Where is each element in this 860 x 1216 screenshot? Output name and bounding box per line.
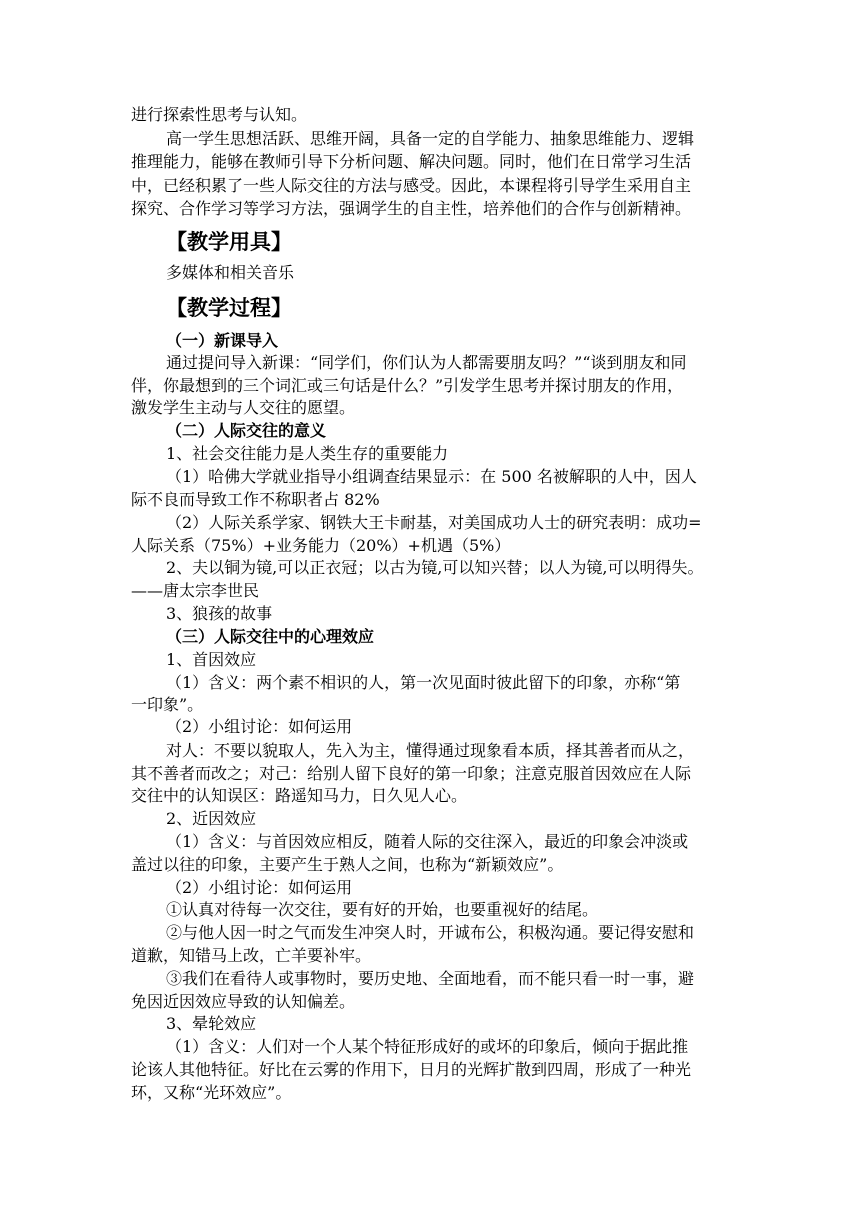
paragraph-line: 免因近因效应导致的认知偏差。 — [131, 992, 356, 1011]
paragraph-line: 高一学生思想活跃、思维开阔，具备一定的自学能力、抽象思维能力、逻辑 — [166, 129, 695, 148]
paragraph-line: 3、晕轮效应 — [166, 1014, 257, 1033]
subheading: （二）人际交往的意义 — [166, 421, 327, 440]
paragraph-line: 探究、合作学习等学习方法，强调学生的自主性，培养他们的合作与创新精神。 — [131, 199, 692, 218]
tools-text: 多媒体和相关音乐 — [166, 263, 295, 282]
paragraph-line: 际不良而导致工作不称职者占 82% — [131, 490, 380, 509]
section-heading-process: 【教学过程】 — [166, 295, 292, 320]
paragraph-line: （2）人际关系学家、钢铁大王卡耐基，对美国成功人士的研究表明：成功= — [166, 513, 702, 532]
paragraph-line: 对人：不要以貌取人，先入为主，懂得通过现象看本质，择其善者而从之， — [166, 741, 695, 760]
paragraph-line: 一印象”。 — [131, 695, 204, 714]
paragraph-line: 通过提问导入新课：“同学们，你们认为人都需要朋友吗？”“谈到朋友和同 — [166, 353, 687, 372]
paragraph-line: 盖过以往的印象，主要产生于熟人之间，也称为“新颖效应”。 — [131, 855, 564, 874]
paragraph-line: 道歉，知错马上改，亡羊要补牢。 — [131, 946, 372, 965]
paragraph-line: （1）含义：与首因效应相反，随着人际的交往深入，最近的印象会冲淡或 — [166, 832, 689, 851]
paragraph-line: （1）含义：人们对一个人某个特征形成好的或坏的印象后，倾向于据此推 — [166, 1037, 689, 1056]
paragraph-line: 激发学生主动与人交往的愿望。 — [131, 398, 356, 417]
paragraph-line: （1）含义：两个素不相识的人，第一次见面时彼此留下的印象，亦称“第 — [166, 673, 681, 692]
paragraph-line: 伴，你最想到的三个词汇或三句话是什么？”引发学生思考并探讨朋友的作用， — [131, 376, 684, 395]
paragraph-line: 环，又称“光环效应”。 — [131, 1083, 292, 1102]
paragraph-line: 推理能力，能够在教师引导下分析问题、解决问题。同时，他们在日常学习生活 — [131, 152, 692, 171]
paragraph-line: ——唐太宗李世民 — [131, 581, 260, 600]
paragraph-line: 论该人其他特征。好比在云雾的作用下，日月的光辉扩散到四周，形成了一种光 — [131, 1060, 692, 1079]
paragraph-line: 2、近因效应 — [166, 809, 257, 828]
section-heading-tools: 【教学用具】 — [166, 229, 292, 254]
paragraph-line: 进行探索性思考与认知。 — [131, 105, 308, 124]
paragraph-line: （2）小组讨论：如何运用 — [166, 717, 353, 736]
paragraph-line: ②与他人因一时之气而发生冲突人时，开诚布公，积极沟通。要记得安慰和 — [166, 923, 695, 942]
paragraph-line: 中，已经积累了一些人际交往的方法与感受。因此，本课程将引导学生采用自主 — [131, 176, 692, 195]
paragraph-line: 其不善者而改之；对己：给别人留下良好的第一印象；注意克服首因效应在人际 — [131, 764, 692, 783]
subheading: （三）人际交往中的心理效应 — [166, 627, 375, 646]
paragraph-line: 人际关系（75%）+业务能力（20%）+机遇（5%） — [131, 536, 511, 555]
paragraph-line: 1、社会交往能力是人类生存的重要能力 — [166, 444, 449, 463]
paragraph-line: （1）哈佛大学就业指导小组调查结果显示：在 500 名被解职的人中，因人 — [166, 467, 697, 486]
paragraph-line: ①认真对待每一次交往，要有好的开始，也要重视好的结尾。 — [166, 900, 599, 919]
paragraph-line: 交往中的认知误区：路遥知马力，日久见人心。 — [131, 786, 468, 805]
paragraph-line: 1、首因效应 — [166, 650, 257, 669]
paragraph-line: 3、狼孩的故事 — [166, 604, 273, 623]
paragraph-line: （2）小组讨论：如何运用 — [166, 878, 353, 897]
paragraph-line: ③我们在看待人或事物时，要历史地、全面地看，而不能只看一时一事，避 — [166, 969, 695, 988]
paragraph-line: 2、夫以铜为镜,可以正衣冠；以古为镜,可以知兴替；以人为镜,可以明得失。 — [166, 558, 704, 577]
subheading: （一）新课导入 — [166, 331, 279, 350]
